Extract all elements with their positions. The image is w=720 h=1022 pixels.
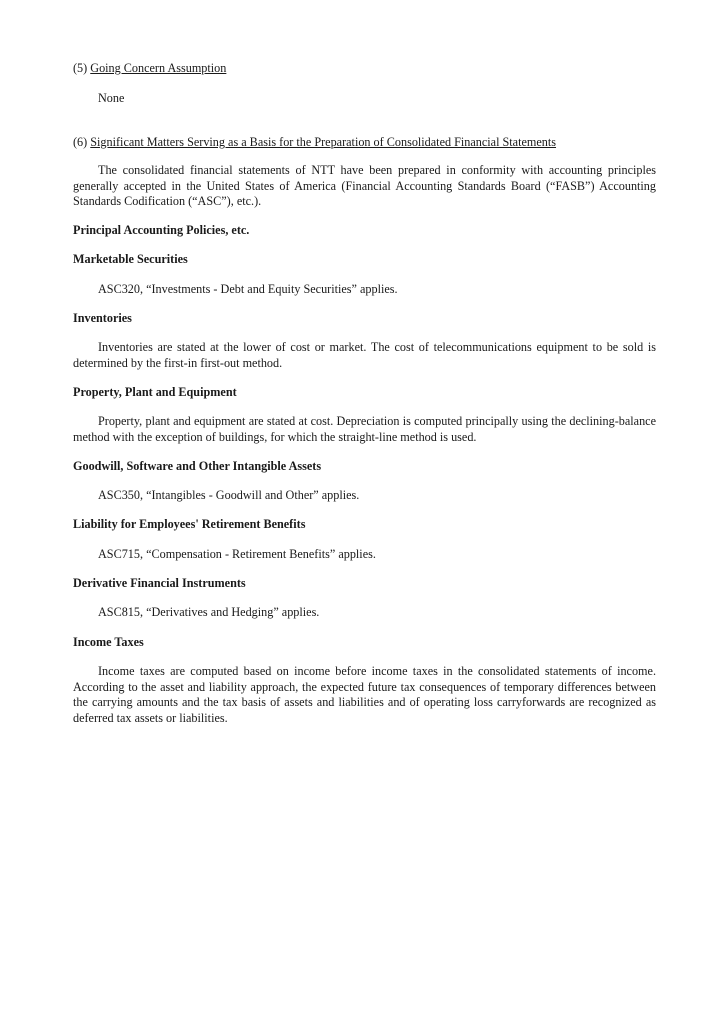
ppe-body: Property, plant and equipment are stated at cost. Depreciation is computed principally using the declining-balance method with the exception of buildings, for which the straight-line method is used.: [73, 414, 656, 444]
section-5-number: (5): [73, 61, 88, 75]
income-taxes-heading: Income Taxes: [73, 635, 144, 649]
goodwill-heading: Goodwill, Software and Other Intangible Assets: [73, 459, 322, 473]
section-6-heading: [73, 135, 656, 151]
policies-heading: Principal Accounting Policies, etc.: [73, 223, 250, 237]
retirement-body: ASC715, “Compensation - Retirement Benefits” applies.: [98, 547, 376, 561]
inventories-body: Inventories are stated at the lower of cost or market. The cost of telecommunications equipment to be sold is determined by the first-in first-out method.: [73, 340, 656, 370]
inventories-heading: Inventories: [73, 311, 132, 325]
section-5-body: None: [98, 91, 125, 105]
marketable-securities-body: ASC320, “Investments - Debt and Equity Securities” applies.: [98, 282, 398, 296]
marketable-securities-heading: Marketable Securities: [73, 252, 188, 266]
derivatives-heading: Derivative Financial Instruments: [73, 576, 246, 590]
goodwill-body: ASC350, “Intangibles - Goodwill and Other” applies.: [98, 488, 360, 502]
section-6-body: The consolidated financial statements of NTT have been prepared in conformity with accounting principles generally accepted in the United States of America (Financial Accounting Standards Board (“FASB”) Accounting Standards Codification (“ASC”), etc.).: [73, 163, 656, 208]
section-5-title: Going Concern Assumption: [90, 61, 227, 75]
retirement-heading: Liability for Employees' Retirement Benefits: [73, 517, 306, 531]
section-6-number: (6): [73, 135, 88, 149]
section-6-title: Significant Matters Serving as a Basis for the Preparation of Consolidated Financial Statements: [90, 135, 557, 149]
ppe-heading: Property, Plant and Equipment: [73, 385, 237, 399]
section-5-heading: [73, 61, 656, 77]
derivatives-body: ASC815, “Derivatives and Hedging” applies.: [98, 605, 320, 619]
income-taxes-body: Income taxes are computed based on income before income taxes in the consolidated statements of income. According to the asset and liability approach, the expected future tax consequences of temporary differences between the carrying amounts and the tax basis of assets and liabilities and of operating loss carryforwards are recognized as deferred tax assets or liabilities.: [73, 664, 656, 725]
